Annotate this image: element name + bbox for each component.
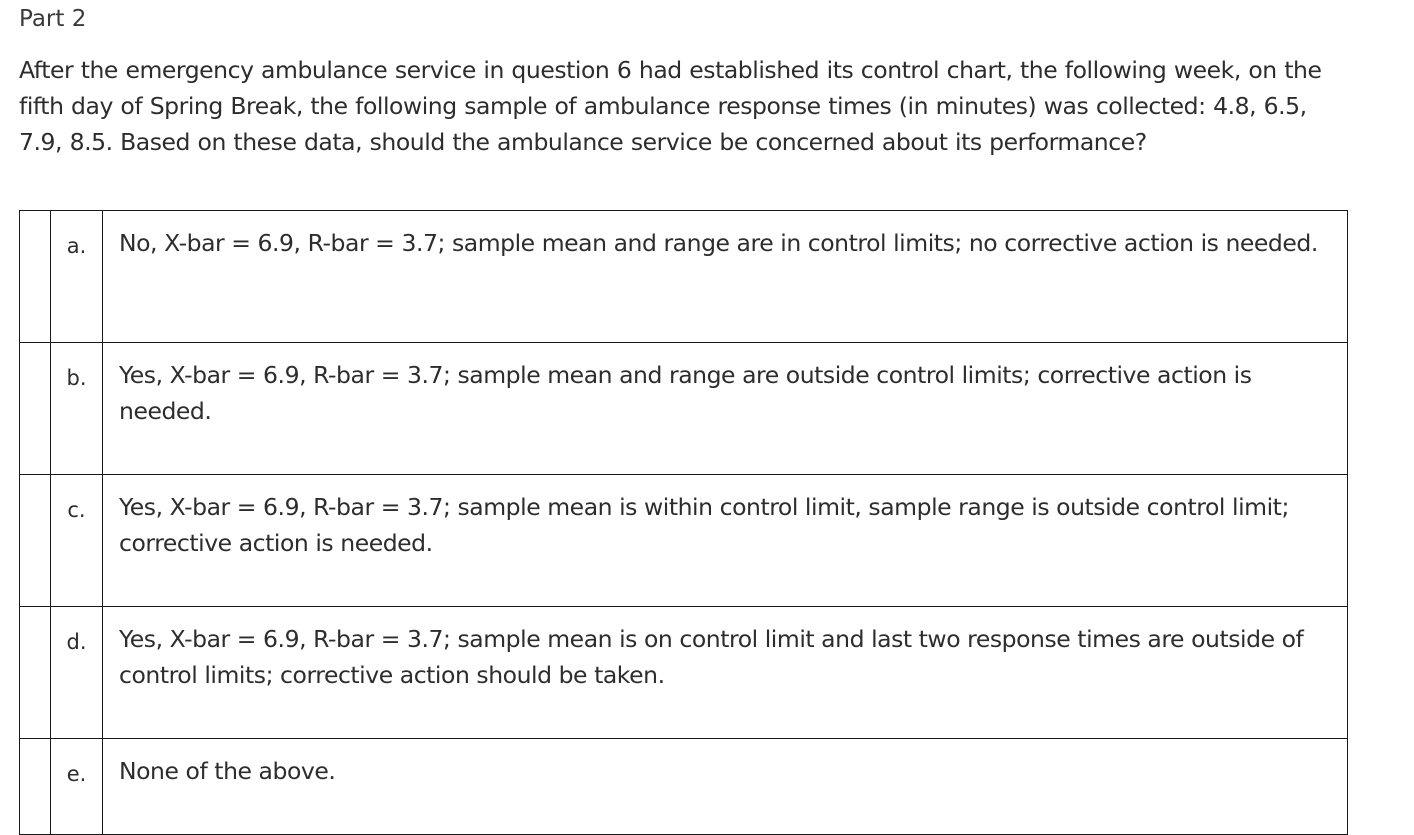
choice-text-b: Yes, X-bar = 6.9, R-bar = 3.7; sample mean and range are outside control limits; corrective action is needed. [103,343,1348,475]
choice-letter-e: e. [66,762,87,786]
choice-text-a: No, X-bar = 6.9, R-bar = 3.7; sample mean and range are in control limits; no corrective action is needed. [103,211,1348,343]
choice-letter-a: a. [66,234,87,258]
choice-letter-c: c. [67,498,86,522]
choice-row-b[interactable] [20,343,1348,475]
choice-select-cell-e[interactable] [20,739,51,835]
choice-select-cell-b[interactable] [20,343,51,475]
choice-row-a[interactable] [20,211,1348,343]
choice-text-d: Yes, X-bar = 6.9, R-bar = 3.7; sample mean is on control limit and last two response times are outside of control limits; corrective action should be taken. [103,607,1348,739]
choice-letter-d: d. [66,630,87,654]
choice-letter-b: b. [66,366,87,390]
part-label: Part 2 [19,6,87,32]
answer-choices-table [19,210,1348,835]
choice-select-cell-d[interactable] [20,607,51,739]
choice-text-e: None of the above. [103,739,1348,835]
choice-row-c[interactable] [20,475,1348,607]
choice-row-e[interactable] [20,739,1348,835]
choice-row-d[interactable] [20,607,1348,739]
choice-text-c: Yes, X-bar = 6.9, R-bar = 3.7; sample mean is within control limit, sample range is outside control limit; corrective action is needed. [103,475,1348,607]
question-text: After the emergency ambulance service in question 6 had established its control chart, the following week, on the fifth day of Spring Break, the following sample of ambulance response times (in minutes) was collected: 4.8, 6.5, 7.9, 8.5. Based on these data, should the ambulance service be concerned about its performance? [19,56,1322,156]
choice-select-cell-c[interactable] [20,475,51,607]
choice-select-cell-a[interactable] [20,211,51,343]
